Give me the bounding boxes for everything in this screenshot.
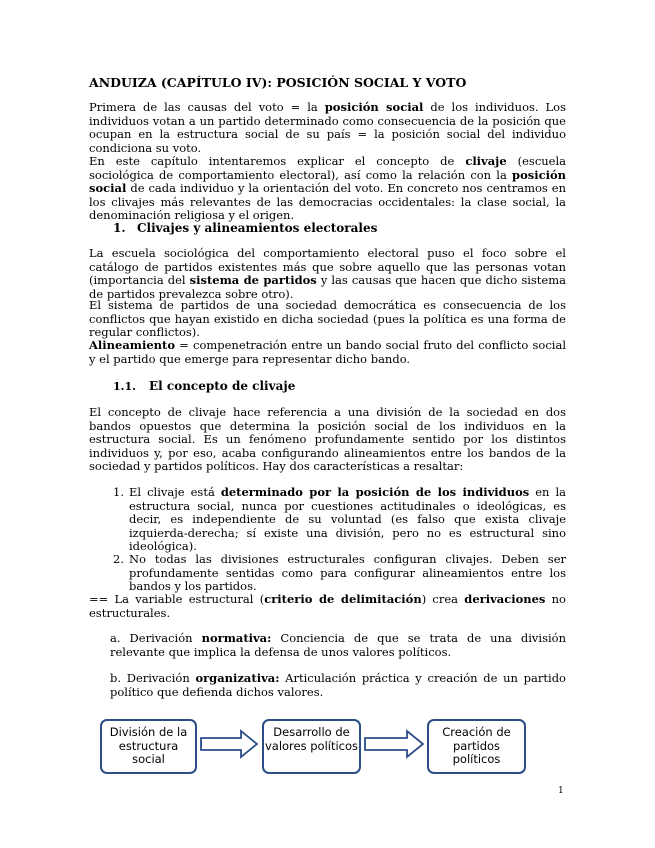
paragraph-derivacion-normativa: a. Derivación normativa: Conciencia de que se trata de una división relevante que implica la defensa de unos valores políticos. xyxy=(110,631,567,659)
paragraph-variable-estructural: == La variable estructural (criterio de delimitación) crea derivaciones no estructurales. xyxy=(89,592,566,620)
diagram-box-division-estructura: División de la estructura social xyxy=(100,719,197,774)
page-number: 1 xyxy=(558,786,564,796)
section-heading-1: 1. Clivajes y alineamientos electorales xyxy=(113,221,378,235)
paragraph-clivaje-intro: En este capítulo intentaremos explicar el concepto de clivaje (escuela sociológica de comportamiento electoral), así como la relación con la posición social de cada individuo y la orientación del voto. En concreto nos centramos en los clivajes más relevantes de las democracias occidentales: la clase social, la denominación religiosa y el origen. xyxy=(89,154,567,223)
section-heading-1-1: 1.1. El concepto de clivaje xyxy=(113,379,296,393)
paragraph-sistema-partidos: El sistema de partidos de una sociedad democrática es consecuencia de los conflictos que hayan existido en dicha sociedad (pues la política es una forma de regular conflictos). xyxy=(89,298,566,340)
diagram-box-creacion-partidos: Creación de partidos políticos xyxy=(427,719,526,774)
paragraph-escuela-sociologica: La escuela sociológica del comportamiento electoral puso el foco sobre el catálogo de partidos existentes más que sobre aquello que las personas votan (importancia del sistema de partidos y las causas que hacen que dicho sistema de partidos prevalezca sobre otro). xyxy=(89,246,566,301)
document-page: ANDUIZA (CAPÍTULO IV): POSICIÓN SOCIAL Y VOTO Primera de las causas del voto = la posición social de los individuos. Los individuos votan a un partido determinado como consecuencia de la posición que ocupan en la estructura social de su país = la posición social del individuo condiciona su voto. En este capítulo intentaremos explicar el concepto de clivaje (escuela sociológica de comportamiento electoral), así como la relación con la posición social de cada individuo y la orientación del voto. En concreto nos centramos en los clivajes más relevantes de las democracias occidentales: la clase social, la denominación religiosa y el origen. 1. Clivajes y alineamientos electorales La escuela sociológica del comportamiento electoral puso el foco sobre el catálogo de partidos existentes más que sobre aquello que las personas votan (importancia del sistema de partidos y las causas que hacen que dicho sistema de partidos prevalezca sobre otro). El sistema de partidos de una sociedad democrática es consecuencia de los conflictos que hayan existido en dicha sociedad (pues la política es una forma de regular conflictos). Alineamiento = compenetración entre un bando social fruto del conflicto social y el partido que emerge para representar dicho bando. 1.1. El concepto de clivaje El concepto de clivaje hace referencia a una división de la sociedad en dos bandos opuestos que determina la posición social de los individuos en la estructura social. Es un fenómeno profundamente sentido por los distintos individuos y, por eso, acaba configurando alineamientos entre los bandos de la sociedad y partidos políticos. Hay dos características a resaltar: 1. El clivaje está determinado por la posición de los individuos en la estructura social, nunca por cuestiones actitudinales o ideológicas, es decir, es independiente de su voluntad (es falso que exista clivaje izquierda-derecha; sí existe una división, pero no es estructural sino ideológica). 2. No todas las divisiones estructurales configuran clivajes. Deben ser profundamente sentidas como para configurar alineamientos entre los bandos y los partidos. == La variable estructural (criterio de delimitación) crea derivaciones no estructurales. a. Derivación normativa: Conciencia de que se trata de una división relevante que implica la defensa de unos valores políticos. b. Derivación organizativa: Articulación práctica y creación de un partido político que defienda dichos valores. División de la estructura social Desarrollo de valores políticos Creación de partidos políticos 1 xyxy=(89,75,567,796)
paragraph-concepto-clivaje: El concepto de clivaje hace referencia a una división de la sociedad en dos bandos opuestos que determina la posición social de los individuos en la estructura social. Es un fenómeno profundamente sentido por los distintos individuos y, por eso, acaba configurando alineamientos entre los bandos de la sociedad y partidos políticos. Hay dos características a resaltar: xyxy=(89,405,566,474)
arrow-right-icon xyxy=(363,729,426,759)
paragraph-derivacion-organizativa: b. Derivación organizativa: Articulación práctica y creación de un partido político que defienda dichos valores. xyxy=(110,671,566,699)
paragraph-posicion-social: Primera de las causas del voto = la posición social de los individuos. Los individuos votan a un partido determinado como consecuencia de la posición que ocupan en la estructura social de su país = la posición social del individuo condiciona su voto. xyxy=(89,100,566,155)
paragraph-alineamiento: Alineamiento = compenetración entre un bando social fruto del conflicto social y el partido que emerge para representar dicho bando. xyxy=(89,338,566,366)
document-title: ANDUIZA (CAPÍTULO IV): POSICIÓN SOCIAL Y VOTO xyxy=(89,75,467,90)
arrow-right-icon xyxy=(199,729,260,759)
diagram-box-desarrollo-valores: Desarrollo de valores políticos xyxy=(262,719,361,774)
